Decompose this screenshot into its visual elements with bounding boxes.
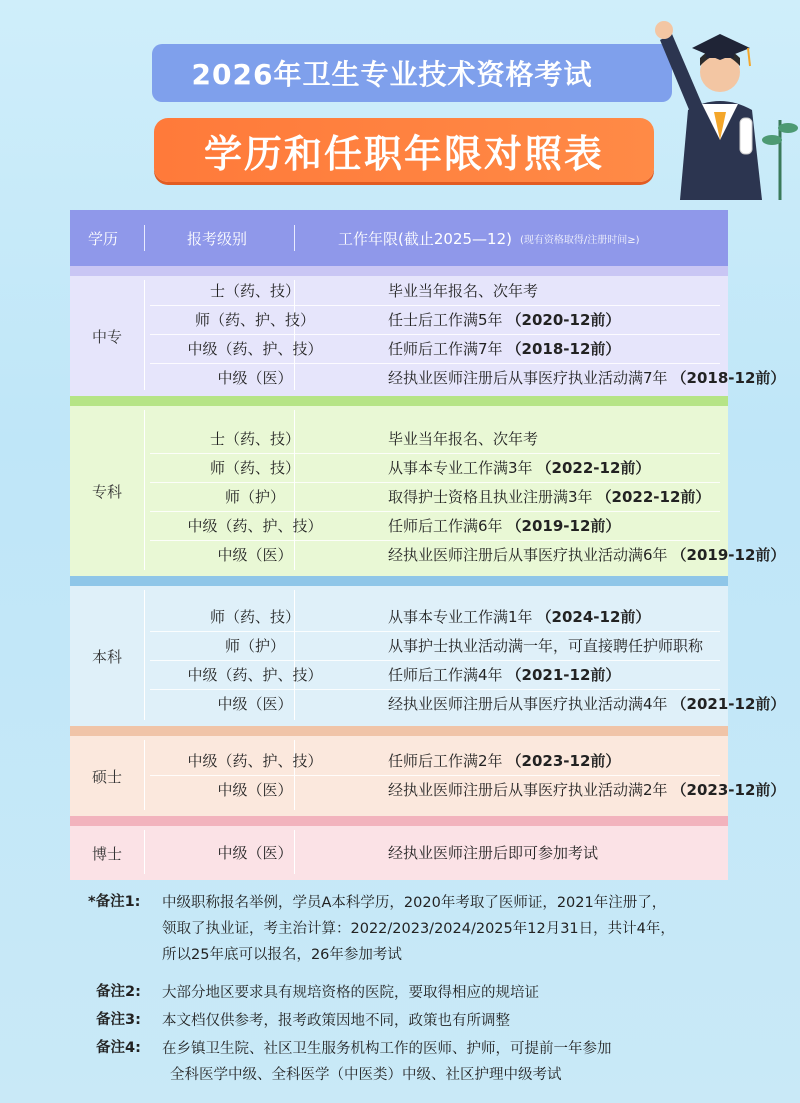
exam-level: 中级（医） <box>217 695 293 713</box>
table-row <box>144 689 786 718</box>
exam-level: 中级（药、护、技） <box>187 752 323 770</box>
table-row <box>144 363 786 392</box>
note-text <box>162 890 742 968</box>
work-requirement <box>388 631 718 660</box>
requirement-text: 任士后工作满5年 <box>388 311 503 329</box>
table-row <box>144 305 728 334</box>
exam-level: 中级（医） <box>217 844 293 862</box>
education-label: 本科 <box>91 647 122 666</box>
note-line: 本文档仅供参考，报考政策因地不同，政策也有所调整 <box>162 1013 510 1029</box>
table-row <box>144 511 728 540</box>
table-row <box>144 482 728 511</box>
deadline-date: （2019-12前） <box>506 517 621 535</box>
requirement-text: 经执业医师注册后即可参加考试 <box>388 844 599 862</box>
requirement-text: 毕业当年报名、次年考 <box>388 282 539 300</box>
deadline-date: （2021-12前） <box>671 695 786 713</box>
note-line: 领取了执业证，考主治计算：2022/2023/2024/2025年12月31日，共计4年， <box>162 921 675 937</box>
requirement-text: 任师后工作满6年 <box>388 517 503 535</box>
requirement-text: 经执业医师注册后从事医疗执业活动满2年 <box>388 781 668 799</box>
work-requirement <box>388 276 718 305</box>
requirement-text: 任师后工作满4年 <box>388 666 503 684</box>
deadline-date: （2019-12前） <box>671 546 786 564</box>
requirement-text: 经执业医师注册后从事医疗执业活动满6年 <box>388 546 668 564</box>
exam-level: 师（护） <box>224 488 285 506</box>
exam-level: 中级（药、护、技） <box>187 666 323 684</box>
work-requirement <box>388 424 718 453</box>
work-requirement <box>388 775 786 804</box>
note-key: 备注2: <box>96 984 141 1000</box>
requirement-text: 毕业当年报名、次年考 <box>388 430 539 448</box>
graduate-illustration-icon <box>640 0 800 200</box>
col-years-note: (现有资格取得/注册时间≥) <box>519 234 640 246</box>
work-requirement <box>388 334 718 363</box>
requirement-text: 经执业医师注册后从事医疗执业活动满7年 <box>388 369 668 387</box>
work-requirement <box>388 482 718 511</box>
requirement-text: 从事护士执业活动满一年，可直接聘任护师职称 <box>388 637 704 655</box>
table-row <box>144 540 786 569</box>
note-line: 大部分地区要求具有规培资格的医院，要取得相应的规培证 <box>162 985 539 1001</box>
work-requirement <box>388 540 786 569</box>
note-line: 中级职称报名举例，学员A本科学历，2020年考取了医师证，2021年注册了， <box>162 895 667 911</box>
note-key: 备注4: <box>96 1040 141 1056</box>
note-text <box>162 980 742 1006</box>
col-years-group <box>338 210 640 266</box>
table-row <box>144 631 728 660</box>
note-key: *备注1: <box>88 894 141 910</box>
exam-level: 师（药、技） <box>209 608 300 626</box>
table-row <box>144 838 728 867</box>
table-row <box>144 334 728 363</box>
exam-level: 师（药、护、技） <box>194 311 315 329</box>
work-requirement <box>388 602 718 631</box>
table-header <box>70 210 728 266</box>
requirement-text: 任师后工作满2年 <box>388 752 503 770</box>
requirement-text: 从事本专业工作满3年 <box>388 459 533 477</box>
table-row <box>144 775 786 804</box>
table-row <box>144 424 728 453</box>
note-key: 备注3: <box>96 1012 141 1028</box>
title-line2: 学历和任职年限对照表 <box>154 118 654 182</box>
title-line1: 2026年卫生专业技术资格考试 <box>152 44 672 102</box>
deadline-date: （2021-12前） <box>506 666 621 684</box>
section-color-bar <box>70 726 728 736</box>
header-divider <box>144 225 145 251</box>
exam-level: 中级（药、护、技） <box>187 340 323 358</box>
deadline-date: （2023-12前） <box>506 752 621 770</box>
deadline-date: （2018-12前） <box>671 369 786 387</box>
work-requirement <box>388 838 718 867</box>
table-row <box>144 276 728 305</box>
note-line: 在乡镇卫生院、社区卫生服务机构工作的医师、护师，可提前一年参加 <box>162 1041 612 1057</box>
col-education: 学历 <box>88 229 119 248</box>
exam-level: 中级（医） <box>217 369 293 387</box>
exam-level: 师（护） <box>224 637 285 655</box>
col-level: 报考级别 <box>187 229 248 248</box>
note-line: 所以25年底可以报名，26年参加考试 <box>162 947 402 963</box>
requirement-text: 经执业医师注册后从事医疗执业活动满4年 <box>388 695 668 713</box>
education-label: 中专 <box>91 327 122 346</box>
requirement-text: 取得护士资格且执业注册满3年 <box>388 488 593 506</box>
exam-level: 士（药、技） <box>209 282 300 300</box>
section-color-bar <box>70 576 728 586</box>
exam-level: 士（药、技） <box>209 430 300 448</box>
deadline-date: （2022-12前） <box>596 488 711 506</box>
exam-level: 中级（药、护、技） <box>187 517 323 535</box>
work-requirement <box>388 746 718 775</box>
work-requirement <box>388 453 718 482</box>
deadline-date: （2023-12前） <box>671 781 786 799</box>
requirement-text: 从事本专业工作满1年 <box>388 608 533 626</box>
work-requirement <box>388 511 718 540</box>
education-label: 硕士 <box>91 767 122 786</box>
table-row <box>144 660 728 689</box>
col-years: 工作年限(截止2025—12) <box>338 229 512 248</box>
table-row <box>144 746 728 775</box>
comparison-table <box>70 210 786 880</box>
deadline-date: （2022-12前） <box>536 459 651 477</box>
header-divider <box>294 225 295 251</box>
deadline-date: （2018-12前） <box>506 340 621 358</box>
requirement-text: 任师后工作满7年 <box>388 340 503 358</box>
deadline-date: （2024-12前） <box>536 608 651 626</box>
note-text <box>162 1036 742 1088</box>
note-text <box>162 1008 742 1034</box>
exam-level: 中级（医） <box>217 781 293 799</box>
table-row <box>144 453 728 482</box>
education-label: 博士 <box>91 844 122 863</box>
work-requirement <box>388 689 786 718</box>
table-row <box>144 602 728 631</box>
note-line: 全科医学中级、全科医学（中医类）中级、社区护理中级考试 <box>170 1067 562 1083</box>
section-color-bar <box>70 266 728 276</box>
work-requirement <box>388 305 718 334</box>
work-requirement <box>388 363 786 392</box>
exam-level: 师（药、技） <box>209 459 300 477</box>
exam-level: 中级（医） <box>217 546 293 564</box>
work-requirement <box>388 660 718 689</box>
education-label: 专科 <box>91 482 122 501</box>
section-color-bar <box>70 816 728 826</box>
deadline-date: （2020-12前） <box>506 311 621 329</box>
section-color-bar <box>70 396 728 406</box>
